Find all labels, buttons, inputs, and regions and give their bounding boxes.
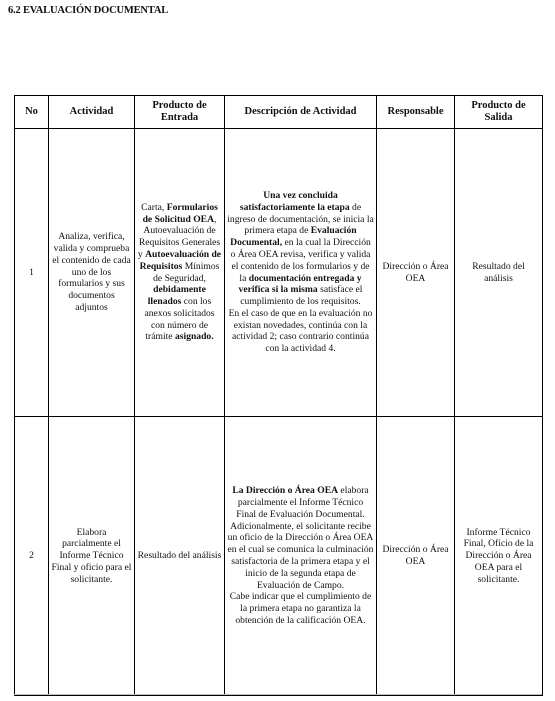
cell-descripcion: Una vez concluida satisfactoriamente la etapa de ingreso de documentación, se inicia la primera etapa de Evaluación Documental, en la cual la Dirección o Área OEA revisa, verifica y valida el contenido de los formularios y de la documentación entregada y verifica si la misma satisface el cumplimiento de los requisitos. En el caso de que en la evaluación no existan novedades, continúa con la actividad 2; caso contrario continúa con la actividad 4. — [225, 129, 377, 417]
cell-actividad: Analiza, verifica, valida y comprueba el contenido de cada uno de los formularios y sus documentos adjuntos — [49, 129, 135, 417]
cell-producto-entrada: Carta, Formularios de Solicitud OEA, Autoevaluación de Requisitos Generales y Autoevaluación de Requisitos Mínimos de Seguridad, debidamente llenados con los anexos solicitados con número de trámite asignado. — [135, 129, 225, 417]
bottom-divider — [14, 694, 542, 695]
cell-no: 1 — [15, 129, 49, 417]
section-title: 6.2 EVALUACIÓN DOCUMENTAL — [8, 5, 169, 16]
cell-producto-salida: Informe Técnico Final, Oficio de la Dirección o Área OEA para el solicitante. — [455, 417, 543, 696]
table-header-row — [15, 96, 543, 129]
cell-responsable: Dirección o Área OEA — [377, 417, 455, 696]
header-producto-salida: Producto de Salida — [455, 96, 543, 129]
cell-actividad: Elabora parcialmente el Informe Técnico Final y oficio para el solicitante. — [49, 417, 135, 696]
process-table — [14, 95, 543, 696]
header-producto-entrada: Producto de Entrada — [135, 96, 225, 129]
table-row — [15, 129, 543, 417]
header-no: No — [15, 96, 49, 129]
table-row — [15, 417, 543, 696]
header-descripcion: Descripción de Actividad — [225, 96, 377, 129]
header-actividad: Actividad — [49, 96, 135, 129]
cell-descripcion: La Dirección o Área OEA elabora parcialmente el Informe Técnico Final de Evaluación Documental. Adicionalmente, el solicitante recibe un oficio de la Dirección o Área OEA en el cual se comunica la culminación satisfactoria de la primera etapa y el inicio de la segunda etapa de Evaluación de Campo. Cabe indicar que el cumplimiento de la primera etapa no garantiza la obtención de la calificación OEA. — [225, 417, 377, 696]
cell-responsable: Dirección o Área OEA — [377, 129, 455, 417]
header-responsable: Responsable — [377, 96, 455, 129]
cell-producto-salida: Resultado del análisis — [455, 129, 543, 417]
cell-no: 2 — [15, 417, 49, 696]
cell-producto-entrada: Resultado del análisis — [135, 417, 225, 696]
